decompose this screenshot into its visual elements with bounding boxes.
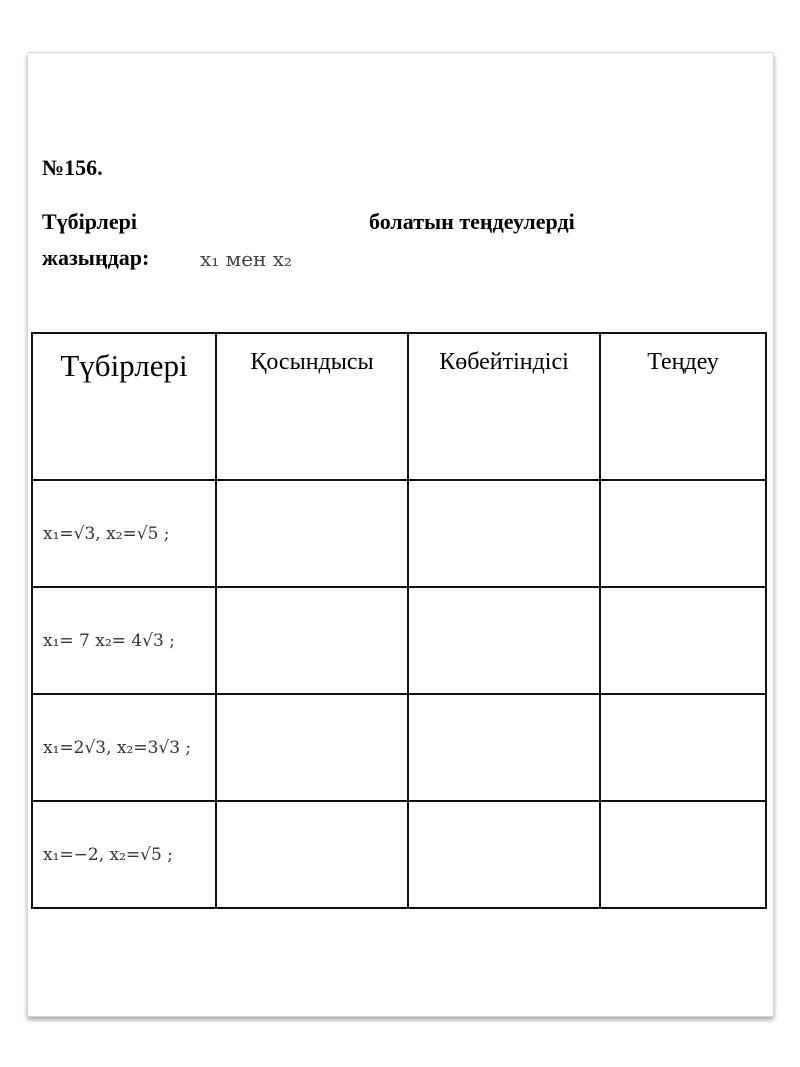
product-cell[interactable] bbox=[408, 480, 600, 587]
product-cell[interactable] bbox=[408, 801, 600, 908]
roots-table bbox=[31, 332, 767, 909]
table-row bbox=[32, 587, 766, 694]
equation-cell[interactable] bbox=[600, 480, 766, 587]
slide bbox=[27, 52, 774, 1017]
task-text-part2: болатын теңдеулерді bbox=[369, 209, 575, 234]
roots-cell: x₁= 7 x₂= 4√3 ; bbox=[32, 587, 216, 694]
roots-formula: x₁ мен x₂ bbox=[200, 247, 293, 271]
header-roots: Түбірлері bbox=[32, 333, 216, 480]
roots-cell: x₁=−2, x₂=√5 ; bbox=[32, 801, 216, 908]
sum-cell[interactable] bbox=[216, 587, 408, 694]
table-header-row bbox=[32, 333, 766, 480]
task-text-part1: Түбірлері bbox=[42, 209, 137, 234]
task-text-line2: жазыңдар: bbox=[42, 245, 150, 270]
product-cell[interactable] bbox=[408, 694, 600, 801]
sum-cell[interactable] bbox=[216, 480, 408, 587]
equation-cell[interactable] bbox=[600, 694, 766, 801]
header-equation: Теңдеу bbox=[600, 333, 766, 480]
header-sum: Қосындысы bbox=[216, 333, 408, 480]
table-row bbox=[32, 801, 766, 908]
table-row bbox=[32, 480, 766, 587]
sum-cell[interactable] bbox=[216, 694, 408, 801]
task-number: №156. bbox=[42, 155, 103, 180]
sum-cell[interactable] bbox=[216, 801, 408, 908]
header-product: Көбейтіндісі bbox=[408, 333, 600, 480]
product-cell[interactable] bbox=[408, 587, 600, 694]
equation-cell[interactable] bbox=[600, 587, 766, 694]
equation-cell[interactable] bbox=[600, 801, 766, 908]
roots-cell: x₁=√3, x₂=√5 ; bbox=[32, 480, 216, 587]
roots-cell: x₁=2√3, x₂=3√3 ; bbox=[32, 694, 216, 801]
table-row bbox=[32, 694, 766, 801]
